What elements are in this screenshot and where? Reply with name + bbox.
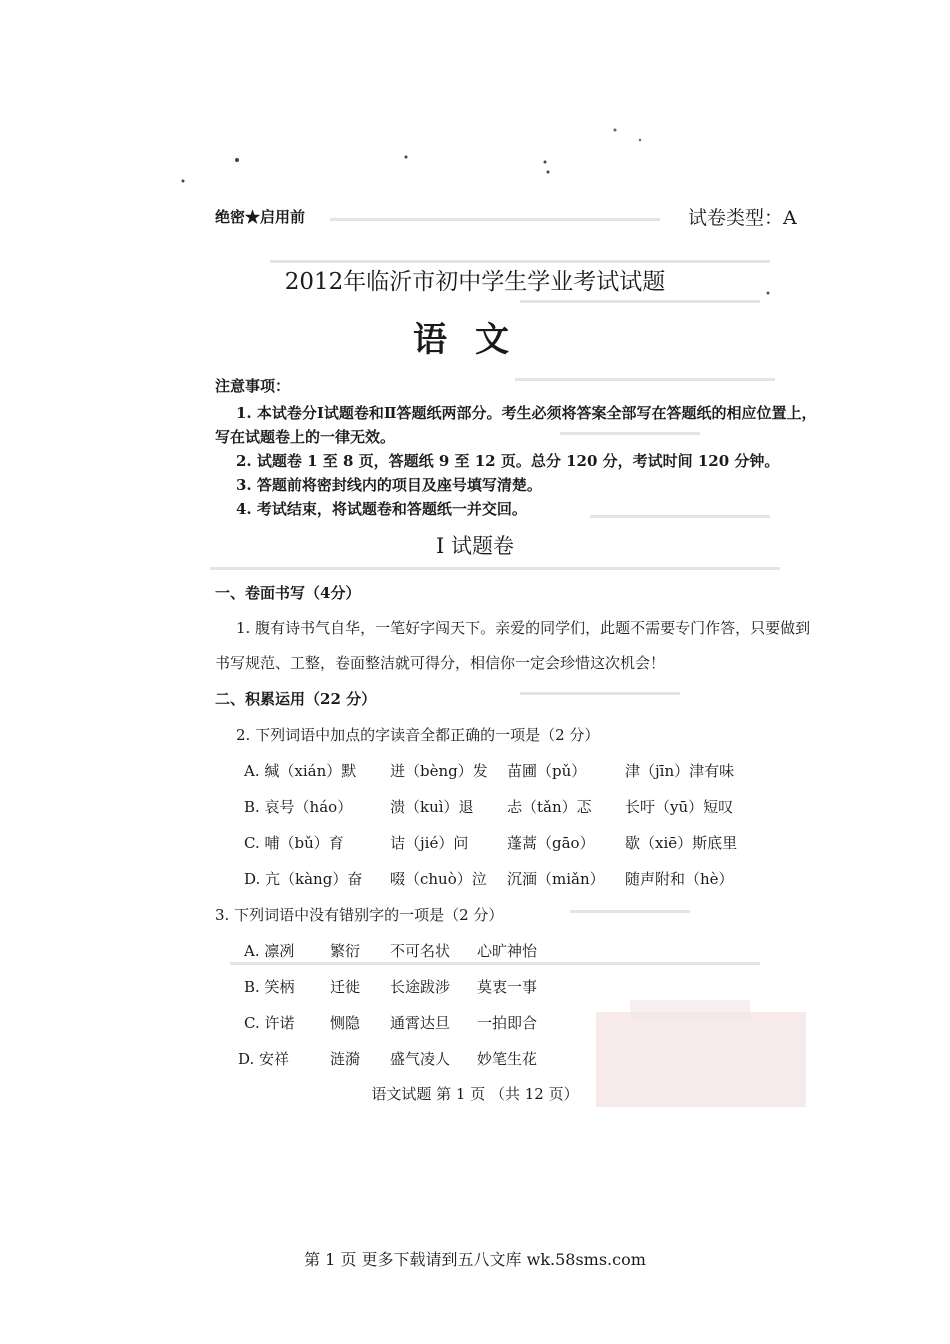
exam-title: 2012年临沂市初中学生学业考试试题	[284, 269, 666, 295]
paper-type-label: 试卷类型：A	[688, 207, 797, 229]
option-a-word-2: 迸（bèng）发	[390, 762, 488, 780]
option-b-word-3: 长途跋涉	[390, 978, 451, 996]
bleed-through-line	[230, 962, 760, 965]
option-a-word-1: A. 缄（xián）默	[244, 762, 357, 780]
notice-item: 1. 本试卷分Ⅰ试题卷和Ⅱ答题纸两部分。考生必须将答案全部写在答题纸的相应位置上，	[236, 404, 817, 422]
bleed-through-line	[520, 300, 760, 303]
page-footer: 语文试题 第 1 页 （共 12 页）	[371, 1085, 579, 1103]
bleed-through-line	[560, 432, 700, 435]
speck	[405, 156, 408, 159]
section-heading: 二、积累运用（22 分）	[215, 690, 377, 708]
notice-item: 2. 试题卷 1 至 8 页，答题纸 9 至 12 页。总分 120 分，考试时间 120 分钟。	[236, 452, 780, 470]
confidential-label: 绝密★启用前	[215, 208, 306, 226]
option-b-word-4: 长吁（yū）短叹	[625, 798, 734, 816]
option-d-word-3: 盛气凌人	[390, 1050, 451, 1068]
bleed-through-line	[590, 515, 770, 518]
bleed-through-line	[210, 567, 780, 570]
question-text: 书写规范、工整，卷面整洁就可得分，相信你一定会珍惜这次机会！	[215, 654, 666, 672]
option-d-word-1: D. 亢（kàng）奋	[244, 870, 363, 888]
part-title: Ⅰ 试题卷	[436, 534, 514, 558]
option-d-word-3: 沉湎（miǎn）	[507, 870, 605, 888]
option-a-word-1: A. 凛冽	[244, 942, 295, 960]
option-d-word-4: 妙笔生花	[477, 1050, 538, 1068]
option-b-word-1: B. 笑柄	[244, 978, 295, 996]
option-b-word-4: 莫衷一事	[477, 978, 538, 996]
speck	[547, 171, 550, 174]
subject-title: 语文	[413, 320, 537, 360]
option-c-word-2: 诘（jié）问	[390, 834, 469, 852]
speck	[614, 129, 617, 132]
question-stem: 3. 下列词语中没有错别字的一项是（2 分）	[215, 906, 504, 924]
option-c-word-4: 歇（xiē）斯底里	[625, 834, 738, 852]
notice-item: 3. 答题前将密封线内的项目及座号填写清楚。	[236, 476, 542, 494]
bleed-through-line	[520, 692, 680, 695]
option-c-word-1: C. 哺（bǔ）育	[244, 834, 344, 852]
speck	[544, 161, 547, 164]
speck	[182, 180, 185, 183]
option-c-word-4: 一拍即合	[477, 1014, 538, 1032]
option-d-word-1: D. 安祥	[238, 1050, 290, 1068]
option-a-word-4: 津（jīn）津有味	[625, 762, 735, 780]
ink-stain	[630, 1000, 750, 1020]
bleed-through-line	[570, 910, 690, 913]
speck	[235, 158, 239, 162]
option-a-word-2: 繁衍	[330, 942, 361, 960]
option-d-word-4: 随声附和（hè）	[625, 870, 734, 888]
option-a-word-4: 心旷神怡	[477, 942, 538, 960]
option-c-word-3: 通霄达旦	[390, 1014, 451, 1032]
speck	[639, 139, 641, 141]
option-b-word-2: 迁徙	[330, 978, 361, 996]
option-b-word-2: 溃（kuì）退	[390, 798, 474, 816]
option-d-word-2: 涟漪	[330, 1050, 361, 1068]
option-b-word-1: B. 哀号（háo）	[244, 798, 353, 816]
option-a-word-3: 苗圃（pǔ）	[507, 762, 587, 780]
option-c-word-2: 恻隐	[330, 1014, 361, 1032]
option-b-word-3: 忐（tǎn）忑	[507, 798, 592, 816]
option-c-word-1: C. 许诺	[244, 1014, 295, 1032]
notice-heading: 注意事项：	[215, 377, 291, 395]
notice-item: 写在试题卷上的一律无效。	[215, 428, 396, 446]
question-text: 1. 腹有诗书气自华，一笔好字闯天下。亲爱的同学们，此题不需要专门作答，只要做到	[236, 619, 811, 637]
question-stem: 2. 下列词语中加点的字读音全都正确的一项是（2 分）	[236, 726, 600, 744]
option-d-word-2: 啜（chuò）泣	[390, 870, 487, 888]
option-a-word-3: 不可名状	[390, 942, 451, 960]
notice-item: 4. 考试结束，将试题卷和答题纸一并交回。	[236, 500, 527, 518]
option-c-word-3: 蓬蒿（gāo）	[507, 834, 595, 852]
section-heading: 一、卷面书写（4分）	[215, 584, 361, 602]
bleed-through-line	[515, 378, 775, 381]
download-watermark: 第 1 页 更多下载请到五八文库 wk.58sms.com	[304, 1250, 646, 1269]
bleed-through-line	[330, 218, 660, 221]
